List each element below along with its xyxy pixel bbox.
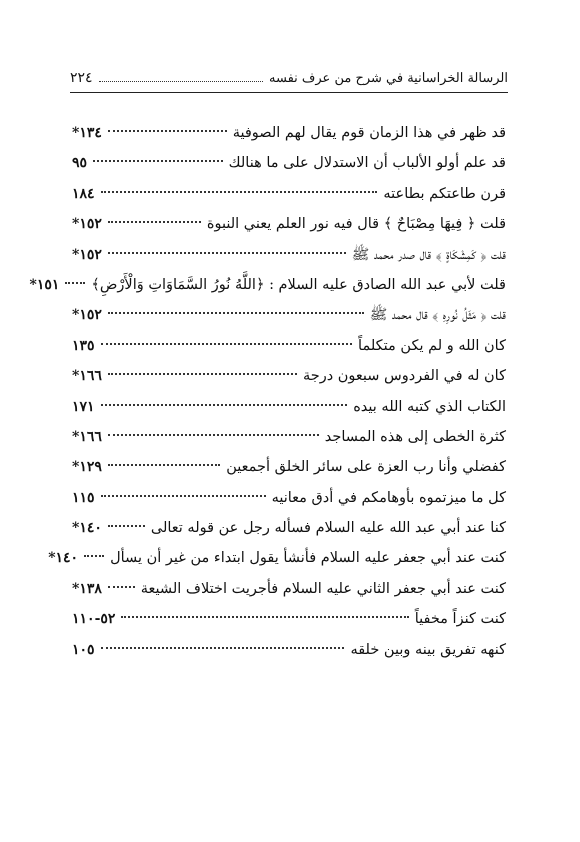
index-entry [48, 543, 506, 573]
index-entry-page-number: ١٨٤ [72, 185, 95, 202]
index-entry-text: كنت عند أبي جعفر عليه السلام فأنشأ يقول ابتداء من غير أن يسأل [110, 550, 506, 567]
index-entry [72, 483, 506, 513]
index-entry-text: قلت ﴿ كَمِشْكَاةٍ ﴾ قال صدر محمد ﷺ [351, 246, 506, 263]
index-entry-text: كنت عند أبي جعفر الثاني عليه السلام فأجريت اختلاف الشيعة [140, 580, 506, 597]
index-entry [72, 513, 506, 543]
index-entry-leader-dots [108, 434, 319, 436]
index-entry-leader-dots [108, 586, 135, 588]
index-entry-list [29, 118, 506, 665]
index-entry-text: كثرة الخطى إلى هذه المساجد [324, 428, 506, 445]
index-entry-leader-dots [108, 525, 145, 527]
index-entry-page-number: ١٧١ [72, 398, 95, 415]
index-entry-text: كان الله و لم يكن متكلماً [358, 337, 506, 354]
index-entry-leader-dots [101, 495, 266, 497]
index-entry-text: كنت كنزاً مخفياً [414, 611, 506, 628]
index-entry-page-number: ١٥٢* [72, 216, 102, 233]
index-entry-leader-dots [108, 312, 364, 314]
index-entry-leader-dots [121, 616, 408, 618]
index-entry-text: كفضلي وأنا رب العزة على سائر الخلق أجمعين [226, 459, 506, 476]
index-entry [72, 361, 506, 391]
index-entry-page-number: ٩٥ [72, 155, 88, 172]
index-entry-page-number: ١٦٦* [72, 428, 102, 445]
index-entry-leader-dots [84, 555, 104, 557]
header-title: الرسالة الخراسانية في شرح من عرف نفسه [269, 71, 508, 86]
index-entry [72, 392, 506, 422]
index-entry-text: كنهه تفريق بينه وبين خلقه [350, 641, 506, 658]
index-entry-text: قرن طاعتكم بطاعته [383, 185, 506, 202]
index-entry-page-number: ١٥١* [29, 276, 60, 293]
header-leader-dots [99, 81, 263, 82]
index-entry-page-number: ٥٢-١١٠ [72, 611, 116, 628]
index-entry-page-number: ١١٥ [72, 489, 95, 506]
index-entry-leader-dots [108, 130, 227, 132]
index-entry [72, 331, 506, 361]
index-entry-leader-dots [108, 373, 297, 375]
index-entry-text: قد علم أولو الألباب أن الاستدلال على ما هنالك [228, 155, 506, 172]
index-entry-page-number: ١٣٤* [72, 125, 102, 141]
index-entry-text: كل ما ميزتموه بأوهامكم في أدق معانيه [271, 489, 506, 506]
index-entry [72, 452, 506, 482]
index-entry-leader-dots [65, 282, 85, 284]
header-rule [70, 92, 508, 93]
index-entry-text: قلت ﴿ مَثَلُ نُورِهِ ﴾ قال محمد ﷺ [369, 307, 506, 324]
index-entry-page-number: ١٤٠* [48, 550, 79, 567]
index-entry-page-number: ١٣٨* [72, 580, 102, 597]
header-page-number: ٢٢٤ [70, 70, 93, 86]
index-entry [72, 209, 506, 239]
index-entry [72, 240, 506, 270]
index-entry-leader-dots [108, 464, 220, 466]
index-entry [72, 148, 506, 178]
index-entry [72, 604, 506, 634]
index-entry-text: كنا عند أبي عبد الله عليه السلام فسأله رجل عن قوله تعالى [150, 520, 506, 537]
index-entry-text: الكتاب الذي كتبه الله بيده [353, 398, 506, 415]
index-entry-leader-dots [101, 647, 345, 649]
running-header [70, 62, 508, 86]
index-entry [72, 179, 506, 209]
index-entry-page-number: ١٠٥ [72, 641, 95, 658]
index-entry [72, 118, 506, 148]
index-entry-page-number: ١٢٩* [72, 459, 102, 476]
index-entry-text: قلت لأبي عبد الله الصادق عليه السلام : ﴿اللَّهُ نُورُ السَّمَاوَاتِ وَالْأَرْضِ﴾ [91, 276, 506, 293]
index-entry-page-number: ١٤٠* [72, 520, 102, 537]
index-entry-page-number: ١٦٦* [72, 368, 102, 385]
index-entry-leader-dots [93, 160, 223, 162]
index-entry [29, 270, 506, 300]
index-entry-leader-dots [108, 221, 201, 223]
index-entry-leader-dots [108, 252, 346, 254]
index-entry-text: كان له في الفردوس سبعون درجة [302, 368, 506, 385]
index-entry-text: قد ظهر في هذا الزمان قوم يقال لهم الصوفية [232, 125, 506, 141]
index-entry-leader-dots [101, 191, 378, 193]
index-entry [72, 422, 506, 452]
index-entry-page-number: ١٥٢* [72, 246, 102, 263]
index-entry [72, 635, 506, 665]
index-entry-text: قلت ﴿ فِيهَا مِصْبَاحٌ ﴾ قال فيه نور العلم يعني النبوة [206, 216, 506, 233]
index-entry-leader-dots [101, 404, 348, 406]
index-entry-page-number: ١٣٥ [72, 337, 95, 354]
index-entry [72, 574, 506, 604]
index-entry [72, 300, 506, 330]
index-entry-page-number: ١٥٢* [72, 307, 102, 324]
index-entry-leader-dots [101, 343, 352, 345]
